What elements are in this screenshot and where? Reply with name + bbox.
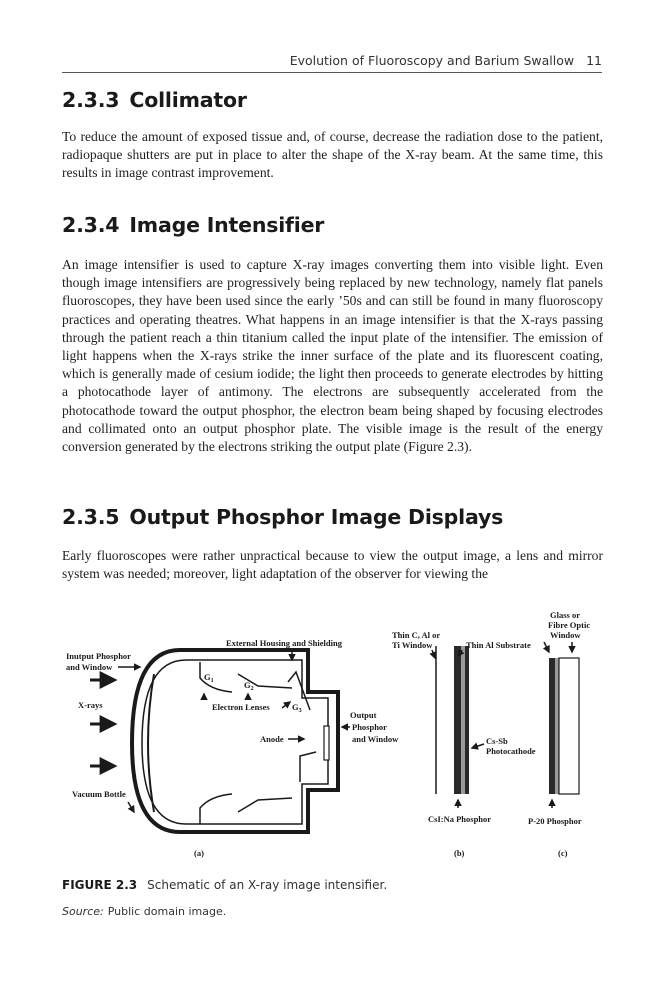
electron-lenses-pointer — [282, 702, 290, 708]
source-label: Source: — [62, 905, 104, 918]
image-intensifier-schematic — [60, 598, 610, 868]
section-heading-collimator — [62, 88, 247, 112]
paragraph-collimator: To reduce the amount of exposed tissue and, of course, decrease the radiation dose to the patient, radiopaque shutters are put in place to alter the shape of the X-ray beam. At the same time, this results in image contrast improvement. — [62, 129, 603, 181]
label-xrays: X-rays — [78, 700, 103, 710]
paragraph-image-intensifier: An image intensifier is used to capture X-ray images converting them into visible light. Even though image intensifiers are progressively being replaced by new technology, namely flat panels fluoroscopes, they have been used since the early ’50s and can still be found in many fluoroscopy practices and operating theatres. What happens in an image intensifier is that the X-rays passing through the patient reach a thin titanium called the input plate of the intensifier. The emission of light happens when the X-rays strike the inner surface of the plate and its fluorescent coating, which is generally made of cesium iodide; the light then proceeds to generate electrodes by hitting a photocathode layer of antimony. The electrons are subsequently accelerated from the photocathode toward the output phosphor, the electron beam being shaped by focusing electrodes and collimated onto an output phosphor plate. The visible image is the result of the energy conversion generated by the electrons striking the output plate (Figure 2.3). — [62, 257, 603, 455]
section-title: Collimator — [129, 88, 247, 112]
focusing-electrode-g2-bottom — [238, 798, 292, 812]
input-phosphor-curve — [148, 674, 154, 812]
label-anode: Anode — [260, 734, 284, 744]
csi-phosphor-layer — [454, 646, 461, 794]
running-title: Evolution of Fluoroscopy and Barium Swallow — [289, 53, 575, 68]
figure-source — [62, 905, 226, 918]
label-csi-phosphor: CsI:Na Phosphor — [428, 814, 492, 824]
panel-label-c: (c) — [558, 848, 568, 858]
label-external-housing: External Housing and Shielding — [226, 638, 342, 648]
label-g2: $G_2$ — [244, 680, 254, 692]
label-thin-window-1: Thin C, Al or — [392, 630, 441, 640]
p20-phosphor-layer — [549, 658, 555, 794]
label-input-phosphor: Inutput Phosphor — [66, 651, 131, 661]
label-output-phosphor-2: Phosphor — [352, 722, 387, 732]
thin-window-pointer — [432, 650, 435, 658]
glass-pointer-left — [544, 642, 549, 652]
label-thin-window-2: Ti Window — [392, 640, 433, 650]
panel-label-b: (b) — [454, 848, 465, 858]
anode-electrode — [300, 752, 316, 782]
glass-window-layer — [559, 658, 579, 794]
figure-label: FIGURE 2.3 — [62, 878, 138, 892]
section-title: Output Phosphor Image Displays — [129, 505, 504, 529]
focusing-electrode-g1-bottom — [200, 794, 232, 824]
al-substrate-layer — [465, 646, 469, 794]
label-glass-2: Fibre Optic — [548, 620, 591, 630]
label-glass-1: Glass or — [550, 610, 580, 620]
panel-label-a: (a) — [194, 848, 204, 858]
section-title: Image Intensifier — [129, 213, 325, 237]
figure-caption-text: Schematic of an X-ray image intensifier. — [147, 878, 388, 892]
label-thin-al-substrate: Thin Al Substrate — [466, 640, 531, 650]
photocathode-pointer — [472, 744, 484, 748]
external-housing-outline — [132, 650, 338, 832]
label-output-phosphor-3: and Window — [352, 734, 399, 744]
section-number: 2.3.3 — [62, 88, 120, 112]
photocathode-layer — [461, 646, 465, 794]
label-output-phosphor-1: Output — [350, 710, 377, 720]
label-g1: $G_1$ — [204, 672, 214, 684]
label-photocathode: Photocathode — [486, 746, 536, 756]
section-number: 2.3.4 — [62, 213, 120, 237]
label-glass-3: Window — [550, 630, 581, 640]
source-text: Public domain image. — [107, 905, 227, 918]
label-vacuum-bottle: Vacuum Bottle — [72, 789, 126, 799]
label-cssb: Cs-Sb — [486, 736, 508, 746]
label-electron-lenses: Electron Lenses — [212, 702, 270, 712]
label-input-phosphor-window: and Window — [66, 662, 113, 672]
paragraph-output-phosphor: Early fluoroscopes were rather unpractical because to view the output image, a lens and mirror system was needed; moreover, light adaptation of the observer for viewing the — [62, 548, 603, 582]
label-g3: $G_3$ — [292, 702, 302, 714]
vacuum-bottle-pointer — [128, 802, 134, 812]
section-number: 2.3.5 — [62, 505, 120, 529]
section-heading-image-intensifier — [62, 213, 324, 237]
running-header — [62, 52, 602, 73]
label-p20-phosphor: P-20 Phosphor — [528, 816, 582, 826]
figure-caption — [62, 878, 387, 892]
page-number: 11 — [586, 53, 602, 68]
section-heading-output-phosphor — [62, 505, 503, 529]
output-phosphor-window — [324, 726, 329, 760]
